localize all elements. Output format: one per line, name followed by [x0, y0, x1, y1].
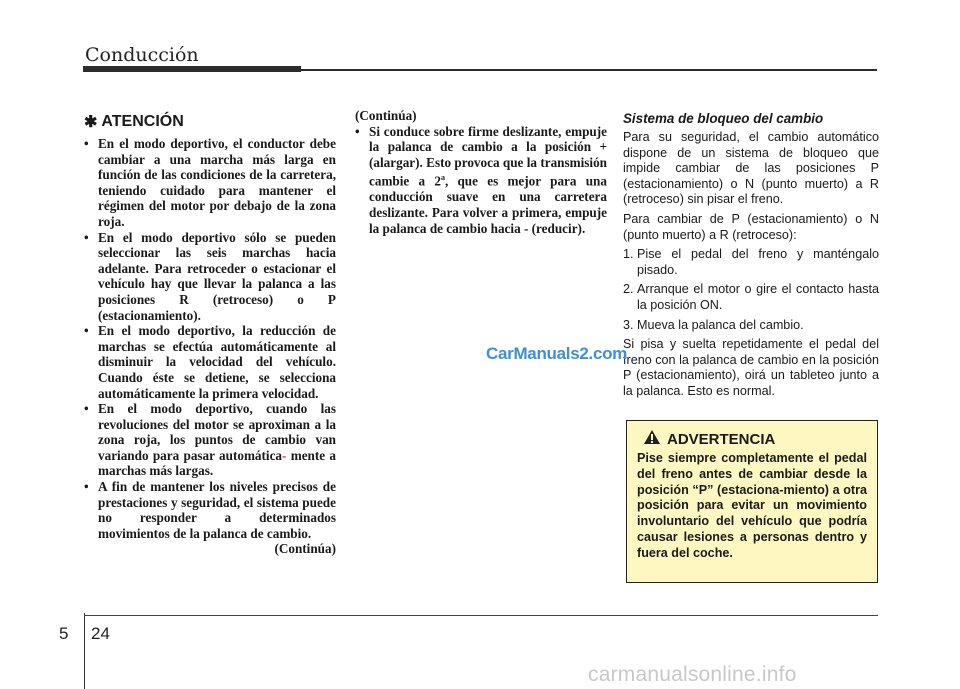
- attention-bullet: [355, 124, 607, 237]
- red-hyphen: -: [282, 447, 287, 463]
- bullet-text-part: Si conduce sobre firme deslizante, empuje la palanca de cambio a la posición + (alargar). Esto provoca que la transmisión cambie a 2: [369, 123, 607, 189]
- continued-label: (Continúa): [355, 108, 417, 123]
- attention-bullet-list-continued: [355, 124, 607, 237]
- superscript-a: a: [440, 173, 445, 183]
- attention-bullet: • En el modo deportivo sólo se pueden seleccionar las seis marchas hacia adelante. Para retroceder o estacionar el vehículo hay que llevar la palanca a las posiciones R (retroceso) o P (estacionamiento).: [84, 230, 336, 324]
- step-number: 1.: [623, 247, 634, 262]
- column-attention: [84, 108, 336, 557]
- warning-heading: [643, 429, 867, 449]
- warning-box: [626, 420, 878, 583]
- header-rule-thick: [83, 66, 301, 72]
- note-paragraph: Si pisa y suelta repetidamente el pedal del freno con la palanca de cambio en la posición P (estacionamiento), oirá un tableteo junto a la palanca. Esto es normal.: [623, 337, 879, 398]
- attention-bullet: • En el modo deportivo, la reducción de marchas se efectúa automáticamente al disminuir la velocidad del vehículo. Cuando éste se detiene, se selecciona automáticamente la primera velocidad.: [84, 323, 336, 401]
- header-rule-thin: [301, 69, 877, 71]
- column-shift-lock: [623, 108, 879, 404]
- footer-horizontal-rule: [84, 615, 878, 616]
- step-text: Pise el pedal del freno y manténgalo pisado.: [637, 247, 879, 277]
- continues-label: (Continúa): [274, 541, 336, 557]
- section-title: Sistema de bloqueo del cambio: [623, 111, 824, 126]
- lead-paragraph: Para cambiar de P (estacionamiento) o N (punto muerto) a R (retroceso):: [623, 211, 879, 242]
- step-number: 2.: [623, 282, 634, 297]
- attention-bullet: [84, 401, 336, 479]
- step-item: [623, 282, 879, 313]
- footer-vertical-rule: [84, 613, 85, 689]
- step-text: Arranque el motor o gire el contacto hasta la posición ON.: [637, 282, 879, 312]
- column-attention-continued: [355, 108, 607, 236]
- asterisk-icon: ✱: [84, 114, 98, 131]
- attention-bullet: • En el modo deportivo, el conductor debe cambiar a una marcha más larga en función de las condiciones de la carretera, teniendo cuidado para mantener el régimen del motor por debajo de la zona roja.: [84, 136, 336, 230]
- attention-bullet-list: [84, 136, 336, 541]
- step-item: [623, 318, 879, 334]
- steps-list: [623, 247, 879, 333]
- bullet-text-part: , que es mejor para una conducción suave en una carretera deslizante. Para volver a primera, empuje la palanca de cambio hacia - (reducir).: [369, 173, 607, 236]
- section-number: 5: [59, 624, 69, 643]
- attention-heading: [84, 112, 336, 132]
- step-number: 3.: [623, 317, 634, 332]
- warning-text: Pise siempre completamente el pedal del freno antes de cambiar desde la posición “P” (estaciona-miento) a otra posición para evitar un movimiento involuntario del vehículo que podría causar lesiones a personas dentro y fuera del coche.: [637, 451, 867, 560]
- page-header-title: Conducción: [85, 44, 199, 66]
- attention-bullet: • A fin de mantener los niveles precisos de prestaciones y seguridad, el sistema puede no responder a determinados movimientos de la palanca de cambio.: [84, 479, 336, 541]
- step-text: Mueva la palanca del cambio.: [637, 317, 804, 332]
- bullet-text-part: En el modo deportivo, cuando las revoluciones del motor se aproximan a la zona roja, los puntos de cambio van variando para pasar automática: [98, 401, 336, 463]
- bullet-text-part: mente a marchas más largas.: [98, 447, 337, 479]
- page-number: 24: [91, 624, 110, 643]
- warning-triangle-icon: [643, 429, 661, 449]
- step-item: [623, 247, 879, 278]
- site-watermark: carmanualsonline.info: [588, 663, 797, 686]
- watermark-logo: CarManuals2.com: [486, 344, 627, 363]
- attention-heading-text: ATENCIÓN: [101, 113, 184, 130]
- warning-title: ADVERTENCIA: [667, 430, 776, 448]
- intro-paragraph: Para su seguridad, el cambio automático dispone de un sistema de bloqueo que impide cambiar de las posiciones P (estacionamiento) o N (punto muerto) a R (retroceso) sin pisar el freno.: [623, 130, 879, 207]
